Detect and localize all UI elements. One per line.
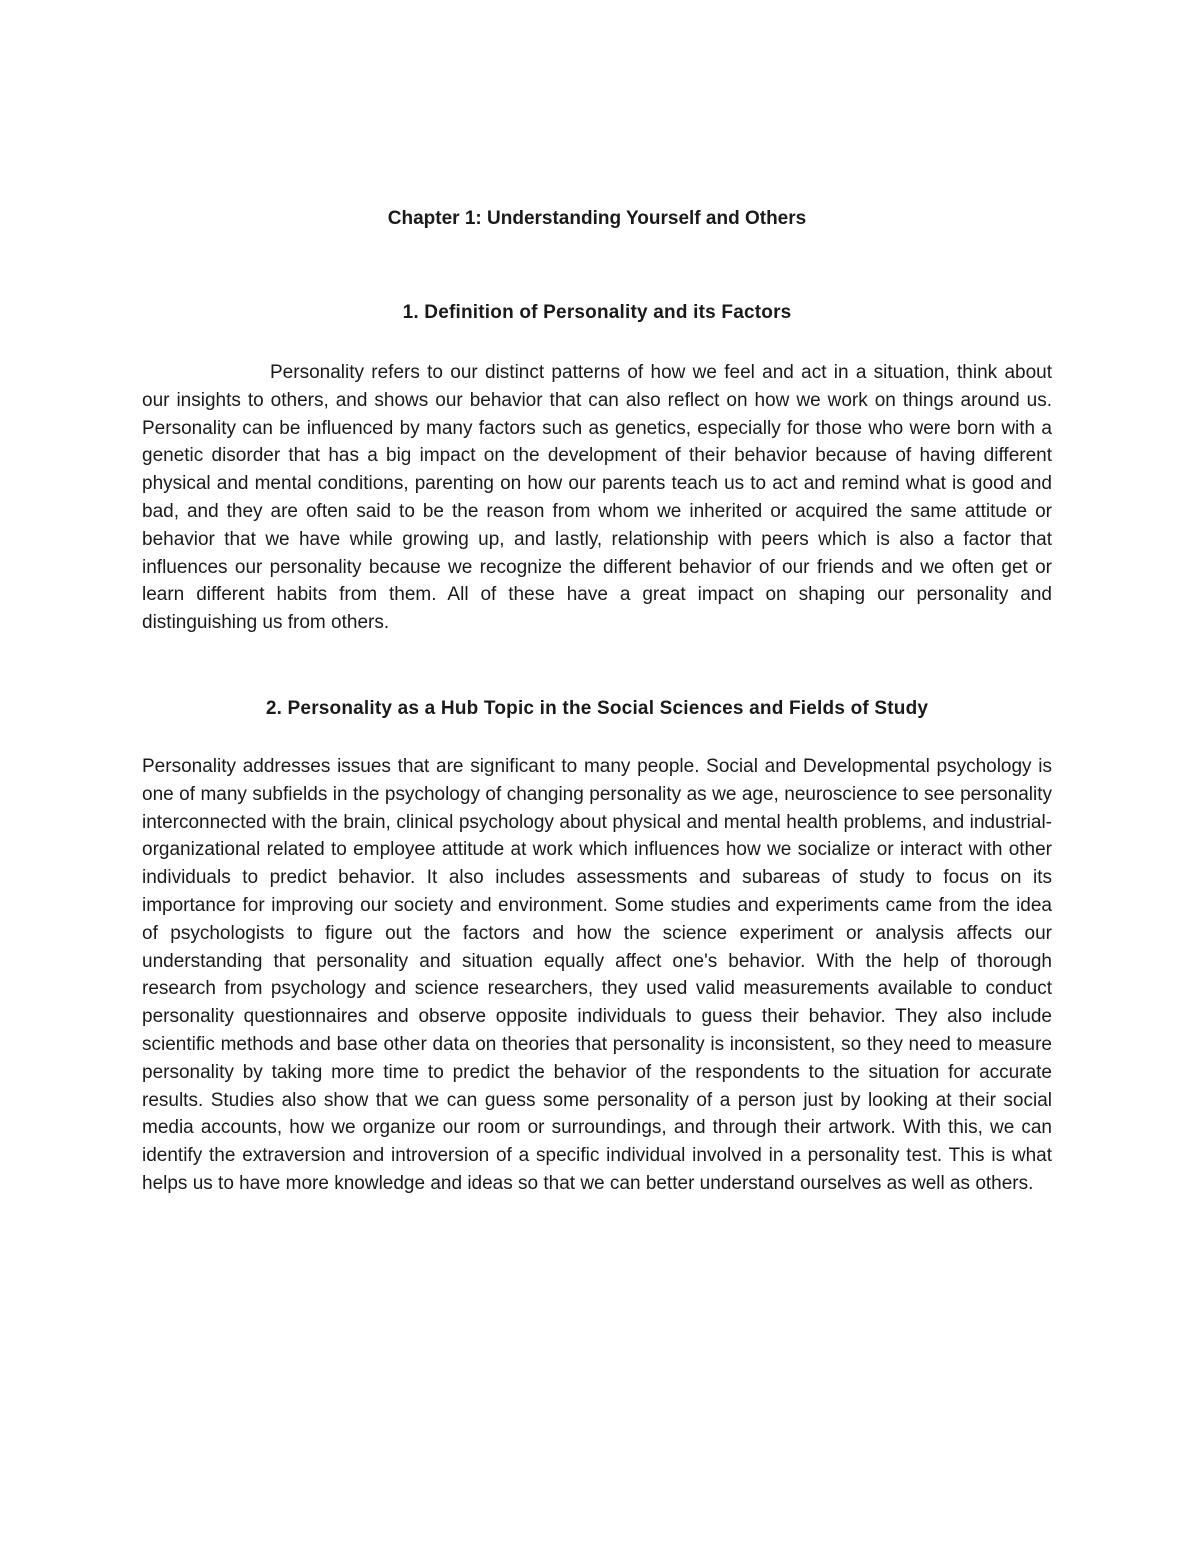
document-page [142, 0, 1052, 1553]
section-1-body: Personality refers to our distinct patterns of how we feel and act in a situation, think about our insights to others, and shows our behavior that can also reflect on how we work on things around us. Personality can be influenced by many factors such as genetics, especially for those who were born with a genetic disorder that has a big impact on the development of their behavior because of having different physical and mental conditions, parenting on how our parents teach us to act and remind what is good and bad, and they are often said to be the reason from whom we inherited or acquired the same attitude or behavior that we have while growing up, and lastly, relationship with peers which is also a factor that influences our personality because we recognize the different behavior of our friends and we often get or learn different habits from them. All of these have a great impact on shaping our personality and distinguishing us from others. [142, 362, 1052, 634]
section-2-body: Personality addresses issues that are significant to many people. Social and Developmental psychology is one of many subfields in the psychology of changing personality as we age, neuroscience to see personality interconnected with the brain, clinical psychology about physical and mental health problems, and industrial-organizational related to employee attitude at work which influences how we socialize or interact with other individuals to predict behavior. It also includes assessments and subareas of study to focus on its importance for improving our society and environment. Some studies and experiments came from the idea of psychologists to figure out the factors and how the science experiment or analysis affects our understanding that personality and situation equally affect one's behavior. With the help of thorough research from psychology and science researchers, they used valid measurements available to conduct personality questionnaires and observe opposite individuals to guess their behavior. They also include scientific methods and base other data on theories that personality is inconsistent, so they need to measure personality by taking more time to predict the behavior of the respondents to the situation for accurate results. Studies also show that we can guess some personality of a person just by looking at their social media accounts, how we organize our room or surroundings, and through their artwork. With this, we can identify the extraversion and introversion of a specific individual involved in a personality test. This is what helps us to have more knowledge and ideas so that we can better understand ourselves as well as others. [142, 756, 1052, 1194]
section-1-heading: 1. Definition of Personality and its Factors [402, 302, 792, 323]
section-2-heading: 2. Personality as a Hub Topic in the Social Sciences and Fields of Study [265, 698, 929, 719]
chapter-title: Chapter 1: Understanding Yourself and Others [387, 208, 807, 229]
